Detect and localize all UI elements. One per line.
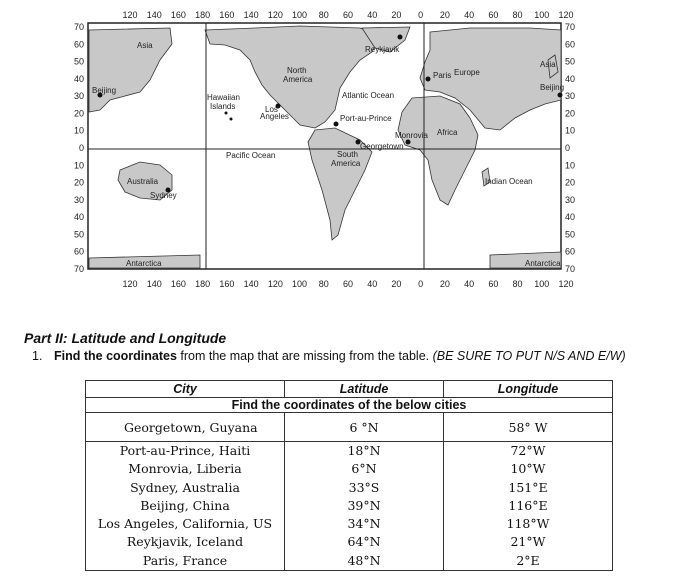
right-lat-label: 30 bbox=[565, 91, 576, 102]
table-row bbox=[86, 413, 613, 442]
top-tick-label: 80 bbox=[318, 10, 329, 20]
right-lat-label: 10 bbox=[565, 125, 576, 136]
top-tick-label: 100 bbox=[292, 10, 308, 20]
bottom-tick-label: 120 bbox=[122, 279, 138, 289]
hawaii-dot-1 bbox=[225, 112, 228, 115]
right-lat-label: 20 bbox=[565, 177, 576, 188]
indian-label: Indian Ocean bbox=[485, 177, 533, 186]
right-lat-label: 50 bbox=[565, 56, 576, 67]
longitude-value: 2°E bbox=[516, 552, 540, 568]
right-lat-label: 40 bbox=[565, 73, 576, 84]
reykjavik-label: Reykjavik bbox=[365, 45, 400, 54]
table-row-group bbox=[86, 442, 613, 571]
section-heading: Part II: Latitude and Longitude bbox=[24, 330, 227, 346]
top-tick-label: 40 bbox=[367, 10, 378, 20]
latitude-value: 33°S bbox=[348, 479, 380, 495]
right-lat-label: 20 bbox=[565, 108, 576, 119]
latitude-value: 64°N bbox=[347, 534, 381, 550]
left-lat-label: 20 bbox=[73, 108, 84, 119]
angeles-label: Angeles bbox=[260, 112, 289, 121]
latitude-value: 34°N bbox=[347, 516, 381, 532]
left-lat-label: 50 bbox=[73, 56, 84, 67]
bottom-tick-label: 160 bbox=[219, 279, 235, 289]
longitude-list-cell bbox=[444, 442, 613, 571]
reykjavik-dot bbox=[398, 35, 403, 40]
top-tick-label: 120 bbox=[267, 10, 283, 20]
los-label: Los bbox=[265, 105, 278, 114]
beijing-east-label: Beijing bbox=[540, 83, 565, 92]
paris-dot bbox=[426, 77, 431, 82]
latitude-value: 39°N bbox=[347, 497, 381, 513]
city-header: City bbox=[86, 381, 285, 398]
monrovia-dot bbox=[406, 140, 411, 145]
left-lat-label: 20 bbox=[73, 177, 84, 188]
right-lat-label: 30 bbox=[565, 194, 576, 205]
beijing-east-dot bbox=[558, 93, 563, 98]
left-lat-label: 0 bbox=[78, 143, 84, 153]
left-lat-label: 10 bbox=[73, 125, 84, 136]
question-1 bbox=[32, 349, 626, 363]
bottom-tick-label: 0 bbox=[418, 279, 424, 289]
south-america-label: America bbox=[331, 159, 361, 168]
left-lat-label: 40 bbox=[73, 73, 84, 84]
bottom-tick-label: 140 bbox=[146, 279, 162, 289]
city-name: Reykjavik, Iceland bbox=[126, 534, 244, 550]
right-lat-label: 70 bbox=[565, 264, 576, 274]
city-name: Paris, France bbox=[142, 552, 228, 568]
left-lat-label: 40 bbox=[73, 212, 84, 223]
africa-label: Africa bbox=[437, 128, 458, 137]
top-tick-label: 160 bbox=[219, 10, 235, 20]
latitude-value: 48°N bbox=[347, 552, 381, 568]
bottom-tick-label: 40 bbox=[464, 279, 475, 289]
right-lat-label: 60 bbox=[565, 39, 576, 50]
left-lat-label: 70 bbox=[73, 22, 84, 32]
monrovia-label: Monrovia bbox=[395, 131, 428, 140]
bottom-tick-label: 80 bbox=[318, 279, 329, 289]
bottom-tick-label: 120 bbox=[267, 279, 283, 289]
bottom-tick-label: 60 bbox=[488, 279, 499, 289]
asia-west-label: Asia bbox=[137, 41, 153, 50]
top-tick-label: 80 bbox=[512, 10, 523, 20]
left-lat-label: 70 bbox=[73, 264, 84, 274]
islands-label: Islands bbox=[210, 102, 236, 111]
city-list-cell bbox=[86, 442, 285, 571]
right-lat-label: 0 bbox=[565, 143, 571, 153]
hawaiian-label: Hawaiian bbox=[207, 93, 240, 102]
top-tick-label: 60 bbox=[342, 10, 354, 20]
longitude-header: Longitude bbox=[444, 381, 613, 398]
latitude-list-cell bbox=[285, 442, 444, 571]
bottom-tick-label: 100 bbox=[534, 279, 550, 289]
longitude-value: 21°W bbox=[510, 534, 546, 550]
bottom-tick-label: 100 bbox=[292, 279, 308, 289]
city-name: Beijing, China bbox=[140, 497, 230, 513]
longitude-value: 116°E bbox=[508, 497, 548, 513]
asia-east-label: Asia bbox=[540, 60, 556, 69]
longitude-value: 118°W bbox=[506, 516, 550, 532]
latitude-value: 18°N bbox=[347, 443, 381, 458]
longitude-cell: 58° W bbox=[444, 413, 613, 442]
top-tick-label: 20 bbox=[439, 10, 450, 20]
top-tick-label: 120 bbox=[558, 10, 574, 20]
hawaii-dot-2 bbox=[230, 118, 233, 121]
left-lat-label: 50 bbox=[73, 229, 84, 240]
right-lat-label: 10 bbox=[565, 160, 576, 171]
georgetown-label: Georgetown bbox=[360, 142, 404, 151]
bottom-tick-label: 20 bbox=[391, 279, 402, 289]
city-name: Sydney, Australia bbox=[130, 479, 240, 495]
left-lat-label: 60 bbox=[73, 39, 84, 50]
city-name: Los Angeles, California, US bbox=[97, 516, 273, 532]
longitude-value: 151°E bbox=[508, 479, 548, 495]
right-lat-label: 50 bbox=[565, 229, 576, 240]
left-lat-label: 60 bbox=[73, 246, 84, 257]
table-subheader: Find the coordinates of the below cities bbox=[86, 398, 613, 413]
latitude-header: Latitude bbox=[285, 381, 444, 398]
top-tick-label: 20 bbox=[391, 10, 402, 20]
port-au-prince-dot bbox=[334, 122, 339, 127]
europe-label: Europe bbox=[454, 68, 480, 77]
latitude-value: 6°N bbox=[351, 461, 377, 477]
question-number: 1. bbox=[32, 349, 43, 363]
top-tick-label: 0 bbox=[418, 10, 424, 20]
top-tick-label: 140 bbox=[243, 10, 259, 20]
coordinates-table bbox=[85, 380, 613, 571]
bottom-tick-label: 40 bbox=[367, 279, 378, 289]
top-tick-label: 40 bbox=[464, 10, 475, 20]
antarctica-east-label: Antarctica bbox=[525, 259, 561, 268]
australia-label: Australia bbox=[127, 177, 159, 186]
sydney-label: Sydney bbox=[150, 191, 177, 200]
city-name: Port-au-Prince, Haiti bbox=[119, 443, 251, 458]
question-bold-text: Find the coordinates bbox=[54, 349, 177, 363]
city-name: Monrovia, Liberia bbox=[128, 461, 242, 477]
right-lat-label: 60 bbox=[565, 246, 576, 257]
atlantic-label: Atlantic Ocean bbox=[342, 91, 395, 100]
top-tick-label: 160 bbox=[170, 10, 186, 20]
left-lat-label: 30 bbox=[73, 194, 84, 205]
top-tick-label: 120 bbox=[122, 10, 138, 20]
beijing-west-label: Beijing bbox=[92, 86, 117, 95]
top-tick-label: 100 bbox=[534, 10, 550, 20]
antarctica-west-label: Antarctica bbox=[126, 259, 162, 268]
bottom-tick-label: 20 bbox=[439, 279, 450, 289]
longitude-value: 10°W bbox=[510, 461, 546, 477]
top-tick-label: 60 bbox=[488, 10, 499, 20]
left-lat-label: 10 bbox=[73, 160, 84, 171]
paris-label: Paris bbox=[433, 71, 452, 80]
bottom-tick-label: 140 bbox=[243, 279, 259, 289]
right-lat-label: 70 bbox=[565, 22, 576, 32]
left-lat-label: 30 bbox=[73, 91, 84, 102]
question-instruction: (BE SURE TO PUT N/S AND E/W) bbox=[432, 349, 626, 363]
north-label: North bbox=[287, 66, 307, 75]
table-header-row bbox=[86, 381, 613, 398]
bottom-tick-label: 60 bbox=[342, 279, 354, 289]
top-tick-label: 180 bbox=[195, 10, 211, 20]
bottom-tick-label: 120 bbox=[558, 279, 574, 289]
longitude-value: 72°W bbox=[510, 443, 546, 458]
south-label: South bbox=[337, 150, 358, 159]
bottom-tick-label: 160 bbox=[170, 279, 186, 289]
pacific-label: Pacific Ocean bbox=[226, 151, 276, 160]
latitude-cell: 6 °N bbox=[285, 413, 444, 442]
port-au-prince-label: Port-au-Prince bbox=[340, 114, 392, 123]
right-lat-label: 40 bbox=[565, 212, 576, 223]
city-cell: Georgetown, Guyana bbox=[86, 413, 285, 442]
bottom-tick-label: 180 bbox=[195, 279, 211, 289]
question-text: from the map that are missing from the table. bbox=[176, 349, 433, 363]
bottom-tick-label: 80 bbox=[512, 279, 523, 289]
america-label: America bbox=[283, 75, 313, 84]
table-subheader-row bbox=[86, 398, 613, 413]
top-tick-label: 140 bbox=[146, 10, 162, 20]
